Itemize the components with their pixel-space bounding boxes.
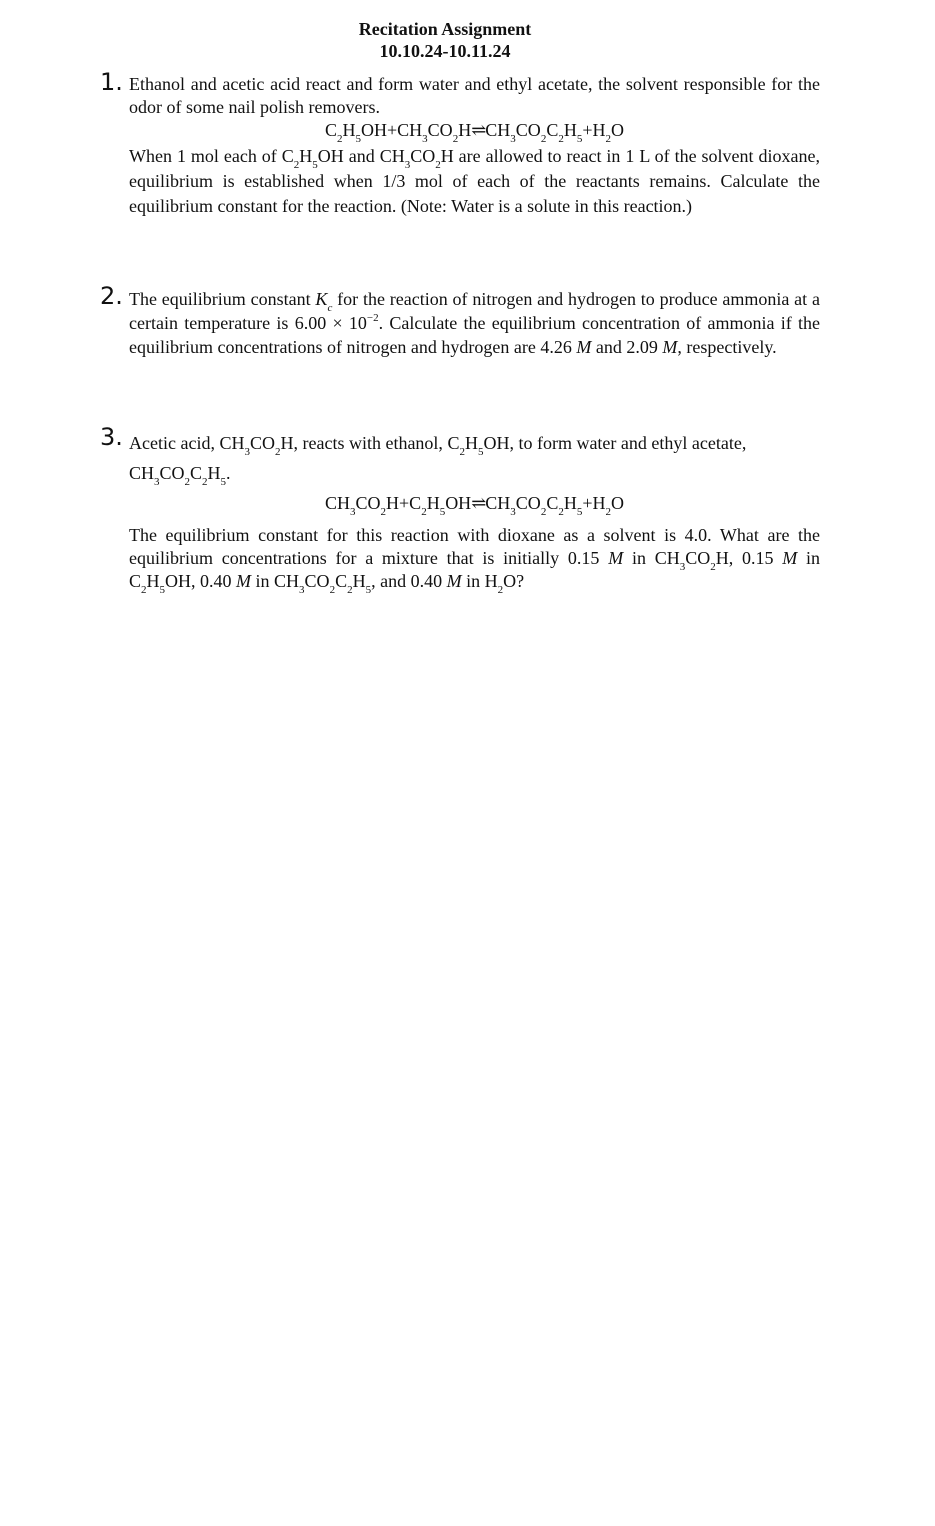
question-3-body: The equilibrium constant for this reaction with dioxane as a solvent is 4.0. What are the equilibrium concentrations for a mixture that is initially 0.15 M in $CH_3CO_2H$, 0.15 M in $C_2H_5OH$, 0.40 M in $CH_3CO_2C_2H_5$, and 0.40 M in $H_2O$?: [129, 525, 821, 596]
question-3: [129, 428, 821, 596]
question-1-intro: Ethanol and acetic acid react and form water and ethyl acetate, the solvent responsible for the odor of some nail polish removers.: [129, 74, 820, 117]
question-2-body: The equilibrium constant $K_c$ for the reaction of nitrogen and hydrogen to produce ammonia at a certain temperature is $6.00 \times 10^{-2}$. Calculate the equilibrium concentration of ammonia if the equilibrium concentrations of nitrogen and hydrogen are 4.26 M and 2.09 M, respectively.: [129, 289, 820, 357]
question-1-body: When 1 mol each of $C_2H_5OH$ and $CH_3CO_2H$ are allowed to react in 1 L of the solvent dioxane, equilibrium is established when 1/3 mol of each of the reactants remains. Calculate the equilibrium constant for the reaction. (Note: Water is a solute in this reaction.): [129, 146, 820, 216]
question-1-equation: $C_2H_5OH+CH_3CO_2H\rightleftharpoons CH_3CO_2C_2H_5+H_2O$: [325, 120, 624, 145]
question-1-number: 1.: [100, 68, 123, 96]
question-2-number: 2.: [100, 282, 123, 310]
document-title: Recitation Assignment: [358, 19, 532, 39]
question-1: [129, 73, 820, 219]
document-dates: 10.10.24-10.11.24: [379, 41, 511, 61]
question-2: [129, 287, 820, 359]
question-3-equation: $CH_3CO_2H+C_2H_5OH\rightleftharpoons CH_3CO_2C_2H_5+H_2O$: [325, 493, 624, 518]
question-3-intro: Acetic acid, $CH_3CO_2H$, reacts with ethanol, $C_2H_5OH$, to form water and ethyl acetate, $CH_3CO_2C_2H_5$.: [129, 433, 747, 488]
question-3-number: 3.: [100, 423, 123, 451]
